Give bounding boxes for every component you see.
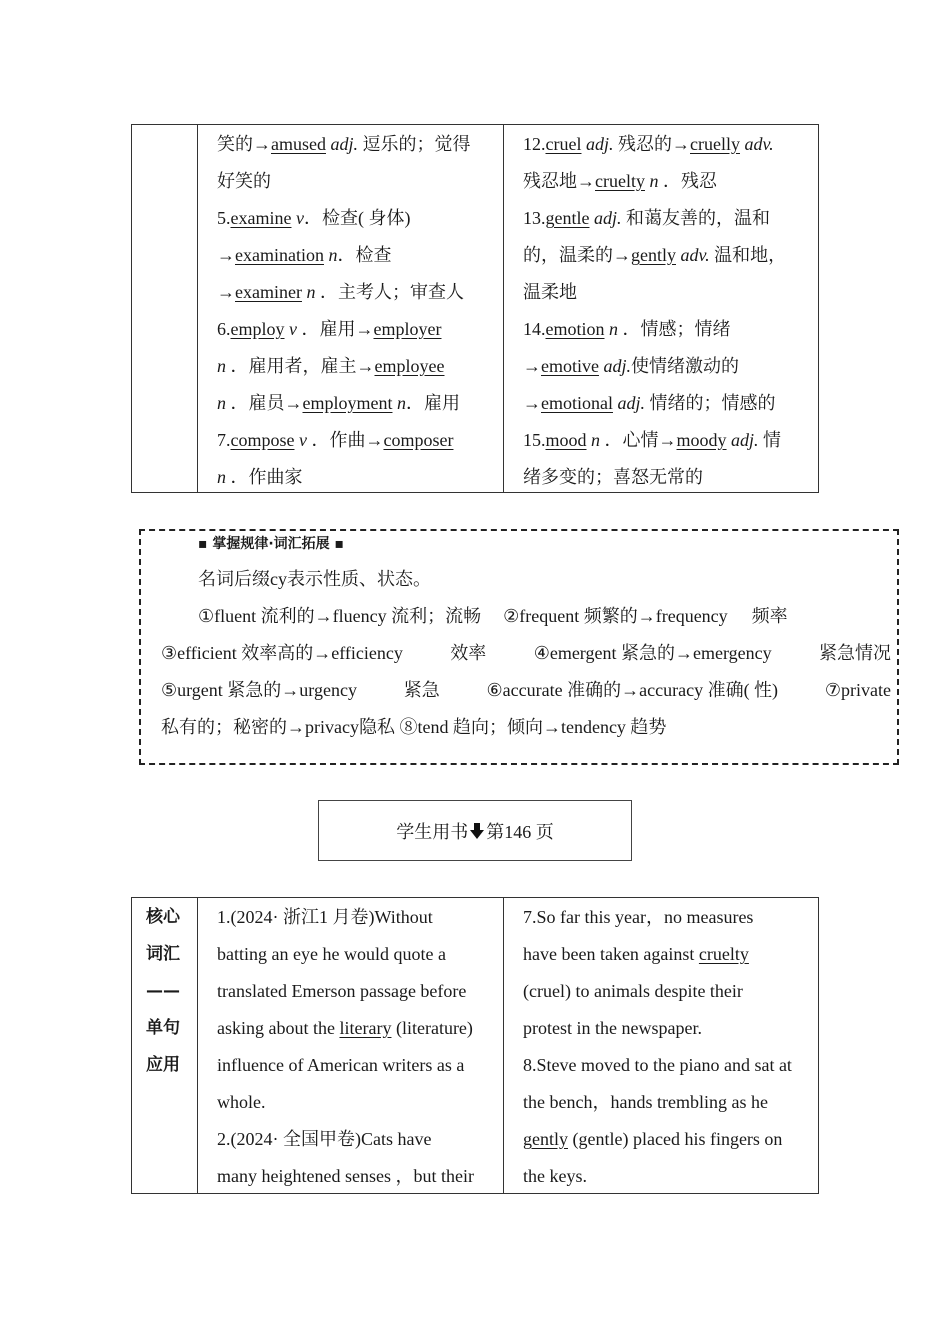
text-run: the keys. <box>523 1166 587 1186</box>
text-run: 残忍地→ <box>523 171 595 191</box>
text-line <box>217 126 471 163</box>
rule-box-body <box>161 561 891 746</box>
text-run: 8.Steve moved to the piano and sat at <box>523 1055 792 1075</box>
text-line <box>523 274 786 311</box>
label-line: 单句 <box>146 1018 180 1038</box>
down-arrow-icon <box>470 823 484 839</box>
text-line <box>217 973 474 1010</box>
text-run: ．心情→ <box>600 430 677 450</box>
text-run: 7. <box>217 430 231 450</box>
text-run: 笑的→ <box>217 134 271 154</box>
text-run: → <box>217 245 235 265</box>
part-of-speech: n <box>609 319 618 339</box>
answer-word: examination <box>235 245 324 265</box>
part-of-speech: n <box>217 356 226 376</box>
text-run: 逗乐的；觉得 <box>358 134 471 154</box>
answer-word: cruelty <box>698 944 749 964</box>
answer-word: composer <box>383 430 454 450</box>
part-of-speech: n <box>396 393 406 413</box>
answer-word: examine <box>230 208 292 228</box>
text-line <box>217 200 471 237</box>
text-run: 残忍的→ <box>613 134 690 154</box>
part-of-speech: v <box>298 430 307 450</box>
table-label-cell <box>132 125 198 492</box>
part-of-speech: adj. <box>330 134 358 154</box>
part-of-speech: v <box>289 319 297 339</box>
answer-word: emotive <box>541 356 599 376</box>
text-run: → <box>523 393 541 413</box>
vocab-column-right <box>504 125 818 492</box>
answer-word: cruel <box>545 134 582 154</box>
part-of-speech: n <box>217 467 226 487</box>
part-of-speech: adj. <box>617 393 645 413</box>
answer-word: compose <box>230 430 295 450</box>
label-line: 应用 <box>146 1055 180 1075</box>
part-of-speech: n <box>217 393 226 413</box>
part-of-speech: adj. <box>603 356 631 376</box>
practice-column-left <box>198 898 504 1193</box>
text-line <box>217 237 471 274</box>
text-run: 7.So far this year，no measures <box>523 907 754 927</box>
answer-word: amused <box>271 134 326 154</box>
rule-box-title: ▪ 掌握规律·词汇拓展 ▪ <box>198 536 345 552</box>
text-run: 好笑的 <box>217 171 271 191</box>
text-run: 14. <box>523 319 546 339</box>
text-run: (literature) <box>391 1018 473 1038</box>
page-reference <box>318 800 632 861</box>
text-line <box>217 459 471 496</box>
answer-word: employ <box>230 319 285 339</box>
page-ref-suffix: 第146 页 <box>486 821 554 842</box>
text-line <box>217 163 471 200</box>
part-of-speech: adv. <box>680 245 710 265</box>
answer-word: emotion <box>545 319 605 339</box>
answer-word: literary <box>339 1018 392 1038</box>
text-run: → <box>523 356 541 376</box>
answer-word: employment <box>302 393 393 413</box>
text-line <box>523 1010 792 1047</box>
text-run: ．残忍 <box>658 171 717 191</box>
text-run: 的，温柔的→ <box>523 245 631 265</box>
part-of-speech: n <box>649 171 659 191</box>
text-line <box>523 973 792 1010</box>
page-ref-prefix: 学生用书 <box>396 821 469 842</box>
text-line <box>217 899 474 936</box>
rule-intro: 名词后缀cy表示性质、状态。 <box>198 569 431 589</box>
text-run: have been taken against <box>523 944 699 964</box>
text-line <box>523 422 786 459</box>
answer-word: moody <box>676 430 727 450</box>
answer-word: mood <box>545 430 587 450</box>
text-run: ．雇员→ <box>226 393 303 413</box>
text-line <box>523 348 786 385</box>
text-line <box>523 200 786 237</box>
text-run: → <box>217 282 235 302</box>
answer-word: gently <box>523 1129 568 1149</box>
text-run: (gentle) placed his fingers on <box>568 1129 783 1149</box>
text-line <box>523 1047 792 1084</box>
text-line <box>217 274 471 311</box>
text-run: (cruel) to animals despite their <box>523 981 743 1001</box>
text-line <box>523 1158 792 1195</box>
vocab-column-left <box>198 125 504 492</box>
text-run: 温和地， <box>709 245 787 265</box>
text-line <box>217 1010 474 1047</box>
text-line <box>217 1084 474 1121</box>
answer-word: employee <box>374 356 445 376</box>
text-run: ．作曲家 <box>226 467 303 487</box>
text-line <box>523 1084 792 1121</box>
text-run: 1.(2024· 浙江1 月卷)Without <box>217 907 433 927</box>
text-run: 绪多变的；喜怒无常的 <box>523 467 703 487</box>
label-line: —— <box>146 981 180 1001</box>
text-run: asking about the <box>217 1018 340 1038</box>
text-line <box>217 348 471 385</box>
text-run: influence of American writers as a <box>217 1055 465 1075</box>
part-of-speech: adv. <box>744 134 774 154</box>
part-of-speech: v <box>295 208 304 228</box>
text-run: 12. <box>523 134 546 154</box>
text-run: translated Emerson passage before <box>217 981 467 1001</box>
part-of-speech: adj. <box>585 134 614 154</box>
text-run: many heightened senses ，but their <box>217 1166 474 1186</box>
text-run: 6. <box>217 319 231 339</box>
vocab-table <box>131 124 819 493</box>
part-of-speech: adj. <box>593 208 622 228</box>
text-line <box>217 1158 474 1195</box>
text-run: 情绪的；情感的 <box>645 393 776 413</box>
text-line <box>217 936 474 973</box>
text-run: ．雇用 <box>405 393 460 413</box>
text-run: ．检查 <box>337 245 392 265</box>
practice-table <box>131 897 819 1194</box>
answer-word: examiner <box>235 282 302 302</box>
label-line: 词汇 <box>146 944 180 964</box>
text-line <box>523 385 786 422</box>
text-line <box>217 1121 474 1158</box>
text-line <box>523 899 792 936</box>
text-run: 和蔼友善的，温和 <box>621 208 770 228</box>
part-of-speech: n <box>328 245 338 265</box>
rule-row-4: 私有的；秘密的→privacy隐私 ⑧tend 趋向；倾向→tendency 趋势 <box>161 717 667 737</box>
rule-row-3: ⑤urgent 紧急的→urgency 紧急 ⑥accurate 准确的→accuracy 准确( 性) ⑦private <box>161 680 891 700</box>
text-run: 情 <box>758 430 782 450</box>
text-run: 使情绪激动的 <box>631 356 739 376</box>
text-run: ．主考人；审查人 <box>315 282 464 302</box>
label-line: 核心 <box>146 907 180 927</box>
part-of-speech: adj. <box>731 430 759 450</box>
answer-word: cruelly <box>690 134 740 154</box>
text-line <box>217 311 471 348</box>
text-run: the bench，hands trembling as he <box>523 1092 768 1112</box>
word-rule-box <box>139 529 899 765</box>
text-line <box>523 311 786 348</box>
text-line <box>523 126 786 163</box>
text-run: 温柔地 <box>523 282 577 302</box>
rule-row-1: ①fluent 流利的→fluency 流利；流畅 ②frequent 频繁的→frequency 频率 <box>198 606 788 626</box>
text-run: 13. <box>523 208 546 228</box>
practice-label-cell <box>132 898 198 1193</box>
answer-word: emotional <box>541 393 613 413</box>
text-run: ．雇用→ <box>297 319 374 339</box>
rule-row-2: ③efficient 效率高的→efficiency 效率 ④emergent 紧急的→emergency 紧急情况 <box>161 643 891 663</box>
answer-word: gentle <box>545 208 590 228</box>
text-line <box>217 385 471 422</box>
text-run: batting an eye he would quote a <box>217 944 446 964</box>
text-run: ．雇用者，雇主→ <box>226 356 375 376</box>
answer-word: employer <box>373 319 442 339</box>
text-line <box>523 163 786 200</box>
text-run: whole. <box>217 1092 266 1112</box>
text-line <box>523 459 786 496</box>
text-line <box>217 422 471 459</box>
answer-word: cruelty <box>595 171 645 191</box>
text-run: 5. <box>217 208 231 228</box>
text-run: ．检查( 身体) <box>303 208 411 228</box>
text-line <box>523 1121 792 1158</box>
practice-column-right <box>504 898 818 1193</box>
part-of-speech: n <box>306 282 316 302</box>
text-run: ．情感；情绪 <box>618 319 731 339</box>
text-line <box>217 1047 474 1084</box>
text-run: 15. <box>523 430 546 450</box>
text-line <box>523 237 786 274</box>
text-line <box>523 936 792 973</box>
part-of-speech: n <box>591 430 601 450</box>
text-run: ．作曲→ <box>306 430 384 450</box>
text-run: protest in the newspaper. <box>523 1018 702 1038</box>
text-run: 2.(2024· 全国甲卷)Cats have <box>217 1129 432 1149</box>
answer-word: gently <box>631 245 676 265</box>
